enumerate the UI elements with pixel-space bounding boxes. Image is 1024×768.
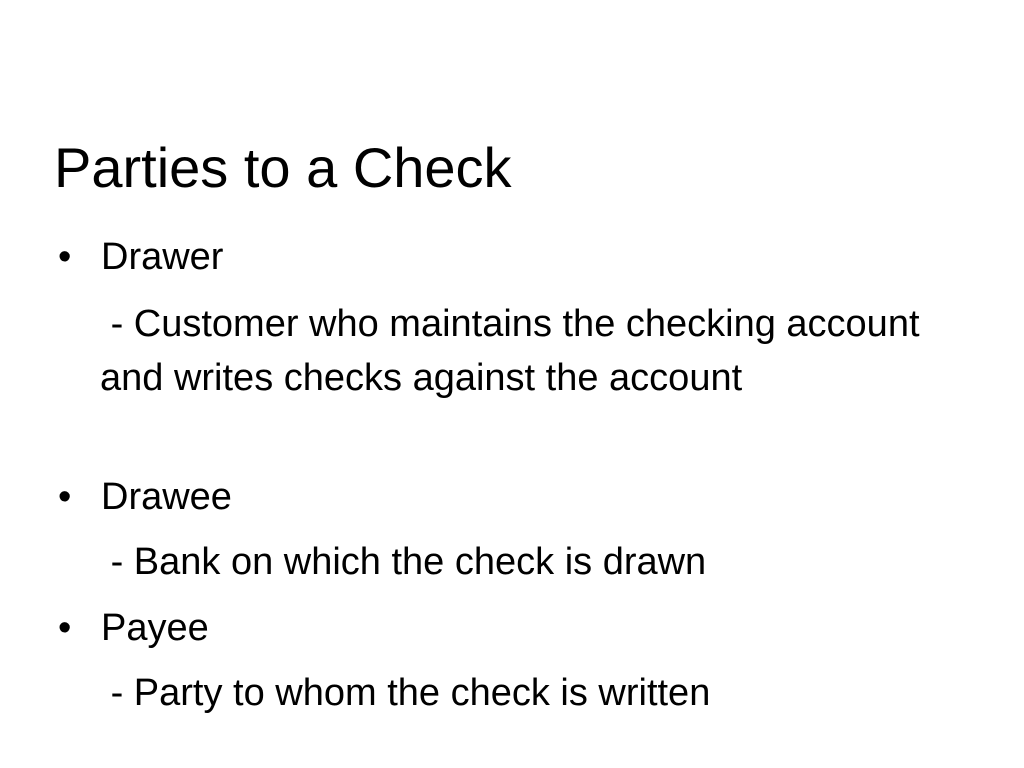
slide-title: Parties to a Check	[54, 136, 512, 199]
bullet-description-drawer: - Customer who maintains the checking account and writes checks against the account	[100, 303, 931, 399]
bullet-term-payee: Payee	[101, 607, 209, 649]
bullet-description-drawee: - Bank on which the check is drawn	[100, 541, 707, 583]
bullet-icon: •	[58, 476, 72, 518]
bullet-heading-drawer	[58, 234, 223, 280]
bullet-description-payee: - Party to whom the check is written	[100, 672, 711, 714]
bullet-term-drawer: Drawer	[101, 236, 224, 278]
bullet-icon: •	[58, 607, 72, 649]
bullet-term-drawee: Drawee	[101, 476, 232, 518]
bullet-heading-drawee	[58, 474, 232, 520]
bullet-heading-payee	[58, 605, 209, 651]
bullet-icon: •	[58, 236, 72, 278]
